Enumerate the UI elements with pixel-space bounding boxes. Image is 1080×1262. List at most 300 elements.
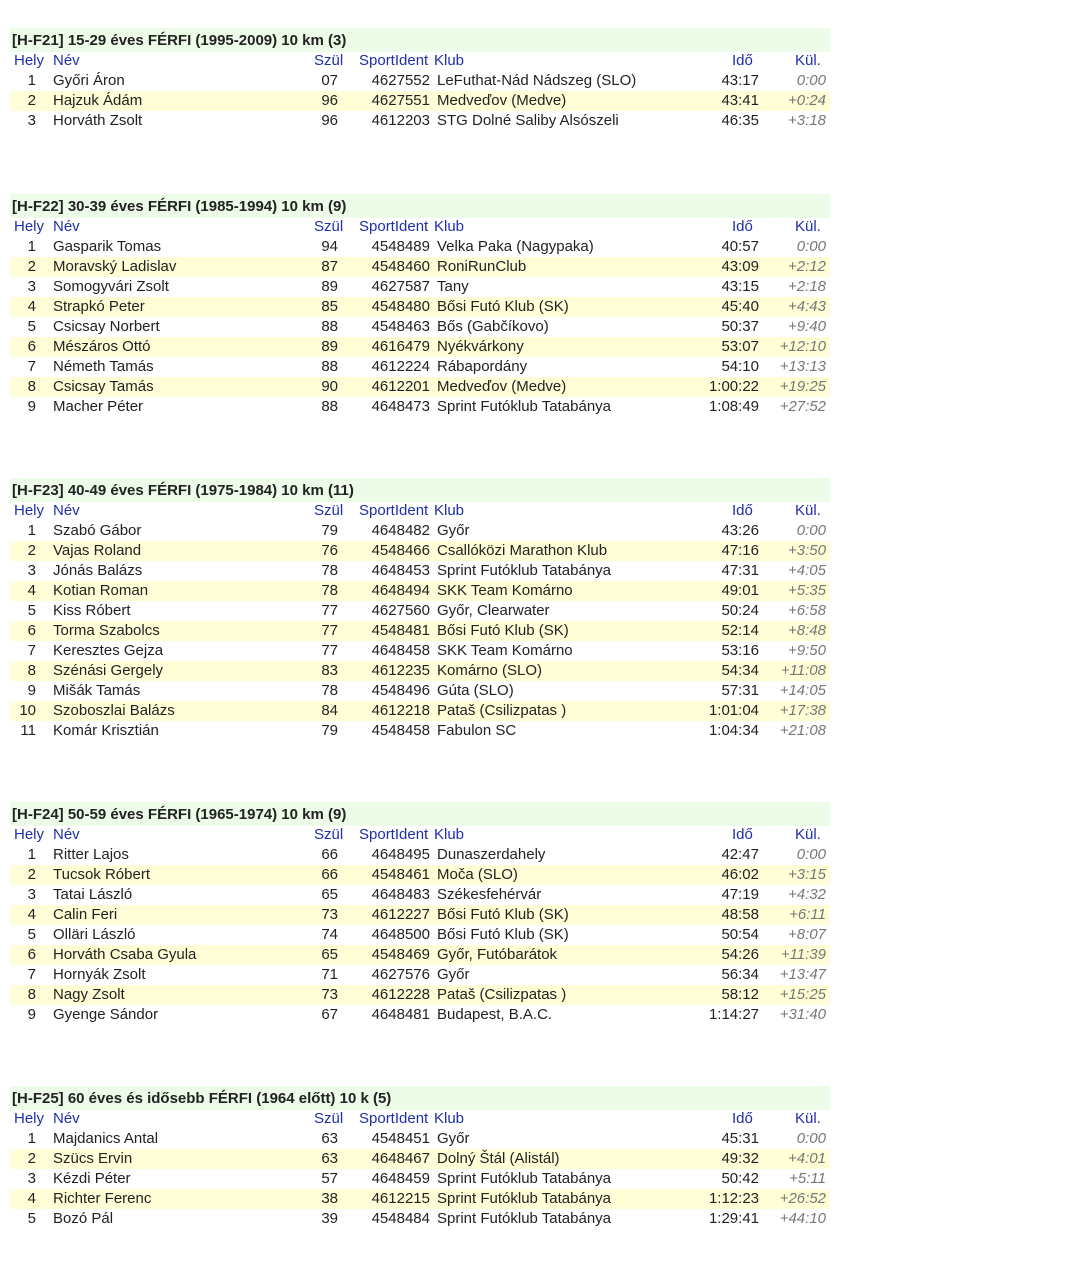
- cell-place: 8: [27, 662, 36, 679]
- header-si: SportIdent: [359, 1110, 429, 1127]
- cell-si: 4548460: [371, 258, 430, 275]
- cell-place: 2: [27, 542, 36, 559]
- cell-club: Bősi Futó Klub (SK): [437, 622, 569, 639]
- table-row: [10, 561, 830, 581]
- cell-year: 63: [321, 1130, 338, 1147]
- cell-diff: +4:32: [788, 886, 826, 903]
- header-year: Szül: [314, 1110, 344, 1127]
- cell-year: 65: [321, 886, 338, 903]
- cell-club: Székesfehérvár: [437, 886, 542, 903]
- cell-name: Szénási Gergely: [53, 662, 164, 679]
- cell-club: Sprint Futóklub Tatabánya: [437, 398, 612, 415]
- cell-year: 77: [321, 622, 338, 639]
- cell-time: 47:31: [721, 562, 759, 579]
- cell-time: 49:32: [721, 1150, 759, 1167]
- cell-diff: +4:01: [788, 1150, 826, 1167]
- cell-club: Medveďov (Medve): [437, 378, 567, 395]
- cell-time: 52:14: [721, 622, 759, 639]
- cell-place: 9: [27, 682, 36, 699]
- cell-club: Moča (SLO): [437, 866, 518, 883]
- cell-time: 1:14:27: [708, 1006, 759, 1023]
- table-row: [10, 71, 830, 91]
- cell-place: 9: [27, 398, 36, 415]
- category-title: [H-F24] 50-59 éves FÉRFI (1965-1974) 10 km (9): [10, 802, 830, 826]
- cell-place: 3: [27, 278, 36, 295]
- cell-club: Győr, Clearwater: [437, 602, 550, 619]
- header-place: Hely: [14, 52, 45, 69]
- cell-diff: +17:38: [779, 702, 826, 719]
- cell-time: 50:54: [721, 926, 759, 943]
- cell-time: 1:00:22: [708, 378, 759, 395]
- cell-place: 3: [27, 886, 36, 903]
- cell-place: 3: [27, 1170, 36, 1187]
- cell-time: 49:01: [721, 582, 759, 599]
- cell-si: 4612201: [371, 378, 430, 395]
- cell-diff: 0:00: [796, 522, 826, 539]
- cell-name: Gyenge Sándor: [53, 1006, 159, 1023]
- cell-name: Tatai László: [53, 886, 133, 903]
- cell-club: Sprint Futóklub Tatabánya: [437, 1170, 612, 1187]
- header-diff: Kül.: [795, 502, 821, 519]
- cell-name: Nagy Zsolt: [53, 986, 125, 1003]
- cell-place: 2: [27, 258, 36, 275]
- cell-place: 1: [27, 238, 36, 255]
- cell-si: 4612203: [371, 112, 430, 129]
- cell-club: Gúta (SLO): [437, 682, 514, 699]
- cell-name: Horváth Zsolt: [53, 112, 143, 129]
- cell-year: 96: [321, 92, 338, 109]
- cell-name: Szabó Gábor: [53, 522, 142, 539]
- cell-year: 57: [321, 1170, 338, 1187]
- cell-year: 79: [321, 722, 338, 739]
- cell-si: 4648494: [371, 582, 430, 599]
- cell-time: 48:58: [721, 906, 759, 923]
- cell-club: Győr: [437, 522, 470, 539]
- cell-time: 45:40: [721, 298, 759, 315]
- table-row: [10, 1189, 830, 1209]
- cell-club: Bősi Futó Klub (SK): [437, 926, 569, 943]
- cell-diff: +3:18: [788, 112, 826, 129]
- table-row: [10, 521, 830, 541]
- table-row: [10, 721, 830, 741]
- cell-time: 58:12: [721, 986, 759, 1003]
- table-row: [10, 1149, 830, 1169]
- cell-diff: +5:11: [789, 1170, 826, 1187]
- cell-diff: +11:39: [780, 946, 826, 963]
- table-row: [10, 377, 830, 397]
- cell-si: 4648473: [371, 398, 430, 415]
- cell-name: Majdanics Antal: [53, 1130, 159, 1147]
- cell-si: 4627576: [371, 966, 430, 983]
- cell-time: 1:01:04: [708, 702, 759, 719]
- header-si: SportIdent: [359, 502, 429, 519]
- cell-time: 1:08:49: [708, 398, 759, 415]
- cell-name: Szoboszlai Balázs: [53, 702, 175, 719]
- cell-time: 43:15: [721, 278, 759, 295]
- cell-year: 78: [321, 682, 338, 699]
- cell-diff: +8:07: [788, 926, 826, 943]
- category-title: [H-F22] 30-39 éves FÉRFI (1985-1994) 10 km (9): [10, 194, 830, 218]
- cell-name: Calin Feri: [53, 906, 118, 923]
- cell-si: 4548461: [371, 866, 430, 883]
- table-row: [10, 905, 830, 925]
- cell-year: 79: [321, 522, 338, 539]
- cell-si: 4548469: [371, 946, 430, 963]
- cell-club: Bősi Futó Klub (SK): [437, 298, 569, 315]
- cell-place: 5: [27, 1210, 36, 1227]
- cell-diff: +2:12: [788, 258, 826, 275]
- cell-club: Dolný Štál (Alistál): [437, 1150, 560, 1167]
- cell-name: Richter Ferenc: [53, 1190, 152, 1207]
- header-name: Név: [53, 1110, 80, 1127]
- cell-year: 94: [321, 238, 338, 255]
- table-row: [10, 865, 830, 885]
- table-row: [10, 581, 830, 601]
- cell-diff: +44:10: [779, 1210, 826, 1227]
- table-row: [10, 985, 830, 1005]
- cell-diff: 0:00: [796, 72, 826, 89]
- cell-time: 46:35: [721, 112, 759, 129]
- cell-name: Torma Szabolcs: [53, 622, 160, 639]
- cell-time: 43:09: [721, 258, 759, 275]
- header-year: Szül: [314, 52, 344, 69]
- cell-diff: +26:52: [779, 1190, 826, 1207]
- cell-name: Macher Péter: [53, 398, 144, 415]
- cell-name: Hajzuk Ádám: [53, 92, 143, 109]
- cell-diff: 0:00: [796, 846, 826, 863]
- cell-diff: +31:40: [779, 1006, 826, 1023]
- cell-name: Kézdi Péter: [53, 1170, 131, 1187]
- cell-place: 10: [19, 702, 36, 719]
- table-row: [10, 257, 830, 277]
- header-name: Név: [53, 52, 80, 69]
- header-name: Név: [53, 826, 80, 843]
- cell-name: Gasparik Tomas: [53, 238, 162, 255]
- cell-name: Bozó Pál: [53, 1210, 114, 1227]
- column-header-row: [10, 826, 830, 845]
- cell-si: 4612224: [371, 358, 430, 375]
- cell-place: 4: [27, 1190, 36, 1207]
- cell-place: 4: [27, 906, 36, 923]
- cell-club: SKK Team Komárno: [437, 582, 573, 599]
- column-header-row: [10, 502, 830, 521]
- cell-diff: +3:15: [788, 866, 826, 883]
- cell-club: Dunaszerdahely: [437, 846, 546, 863]
- cell-name: Somogyvári Zsolt: [53, 278, 169, 295]
- cell-club: RoniRunClub: [437, 258, 527, 275]
- cell-year: 74: [321, 926, 338, 943]
- cell-diff: +15:25: [779, 986, 826, 1003]
- cell-club: Sprint Futóklub Tatabánya: [437, 562, 612, 579]
- cell-year: 65: [321, 946, 338, 963]
- cell-year: 87: [321, 258, 338, 275]
- cell-club: Pataš (Csilizpatas ): [437, 702, 567, 719]
- table-row: [10, 111, 830, 131]
- header-club: Klub: [434, 218, 465, 235]
- cell-club: Tany: [437, 278, 469, 295]
- cell-club: Csallóközi Marathon Klub: [437, 542, 608, 559]
- cell-club: Velka Paka (Nagypaka): [437, 238, 594, 255]
- cell-club: Sprint Futóklub Tatabánya: [437, 1190, 612, 1207]
- header-si: SportIdent: [359, 826, 429, 843]
- cell-time: 1:29:41: [708, 1210, 759, 1227]
- cell-place: 5: [27, 318, 36, 335]
- cell-club: Nyékvárkony: [437, 338, 524, 355]
- cell-time: 46:02: [721, 866, 759, 883]
- header-time: Idő: [732, 52, 753, 69]
- cell-si: 4648482: [371, 522, 430, 539]
- cell-name: Mišák Tamás: [53, 682, 141, 699]
- table-row: [10, 357, 830, 377]
- cell-name: Csicsay Tamás: [53, 378, 154, 395]
- cell-name: Keresztes Gejza: [53, 642, 164, 659]
- table-row: [10, 885, 830, 905]
- header-time: Idő: [732, 502, 753, 519]
- cell-diff: +11:08: [780, 662, 826, 679]
- cell-place: 1: [27, 522, 36, 539]
- cell-year: 66: [321, 866, 338, 883]
- table-row: [10, 661, 830, 681]
- table-row: [10, 1169, 830, 1189]
- category-title: [H-F23] 40-49 éves FÉRFI (1975-1984) 10 km (11): [10, 478, 830, 502]
- cell-name: Jónás Balázs: [53, 562, 143, 579]
- cell-time: 50:37: [721, 318, 759, 335]
- header-si: SportIdent: [359, 218, 429, 235]
- cell-diff: 0:00: [796, 1130, 826, 1147]
- cell-year: 78: [321, 562, 338, 579]
- cell-si: 4548458: [371, 722, 430, 739]
- cell-diff: +8:48: [788, 622, 826, 639]
- cell-club: Győr, Futóbarátok: [437, 946, 558, 963]
- cell-place: 6: [27, 946, 36, 963]
- cell-si: 4548496: [371, 682, 430, 699]
- table-row: [10, 541, 830, 561]
- header-diff: Kül.: [795, 218, 821, 235]
- cell-diff: +13:47: [779, 966, 826, 983]
- header-place: Hely: [14, 826, 45, 843]
- cell-name: Hornyák Zsolt: [53, 966, 146, 983]
- column-header-row: [10, 1110, 830, 1129]
- cell-year: 89: [321, 338, 338, 355]
- cell-club: Pataš (Csilizpatas ): [437, 986, 567, 1003]
- cell-si: 4648495: [371, 846, 430, 863]
- cell-diff: +6:11: [789, 906, 826, 923]
- cell-year: 90: [321, 378, 338, 395]
- cell-diff: +9:40: [788, 318, 826, 335]
- cell-diff: 0:00: [796, 238, 826, 255]
- header-diff: Kül.: [795, 826, 821, 843]
- cell-time: 40:57: [721, 238, 759, 255]
- cell-time: 1:04:34: [708, 722, 759, 739]
- column-header-row: [10, 52, 830, 71]
- table-row: [10, 317, 830, 337]
- cell-place: 9: [27, 1006, 36, 1023]
- cell-time: 43:41: [721, 92, 759, 109]
- cell-name: Kiss Róbert: [53, 602, 131, 619]
- cell-si: 4616479: [371, 338, 430, 355]
- cell-diff: +3:50: [788, 542, 826, 559]
- cell-si: 4548463: [371, 318, 430, 335]
- cell-place: 1: [27, 846, 36, 863]
- cell-si: 4648453: [371, 562, 430, 579]
- cell-place: 2: [27, 92, 36, 109]
- category-block: [10, 802, 830, 1025]
- column-header-row: [10, 218, 830, 237]
- cell-si: 4612215: [371, 1190, 430, 1207]
- cell-si: 4648481: [371, 1006, 430, 1023]
- category-block: [10, 478, 830, 741]
- cell-name: Vajas Roland: [53, 542, 142, 559]
- cell-time: 43:17: [721, 72, 759, 89]
- table-row: [10, 925, 830, 945]
- cell-time: 54:26: [721, 946, 759, 963]
- cell-time: 47:19: [721, 886, 759, 903]
- table-row: [10, 337, 830, 357]
- cell-year: 73: [321, 906, 338, 923]
- table-row: [10, 1005, 830, 1025]
- cell-diff: +19:25: [779, 378, 826, 395]
- cell-place: 3: [27, 562, 36, 579]
- header-place: Hely: [14, 218, 45, 235]
- cell-time: 47:16: [721, 542, 759, 559]
- cell-diff: +4:43: [788, 298, 826, 315]
- cell-si: 4612218: [371, 702, 430, 719]
- cell-si: 4627551: [371, 92, 430, 109]
- category-block: [10, 28, 830, 131]
- cell-year: 66: [321, 846, 338, 863]
- header-club: Klub: [434, 1110, 465, 1127]
- cell-si: 4548480: [371, 298, 430, 315]
- category-block: [10, 194, 830, 417]
- cell-club: SKK Team Komárno: [437, 642, 573, 659]
- header-time: Idő: [732, 1110, 753, 1127]
- header-time: Idő: [732, 218, 753, 235]
- cell-year: 78: [321, 582, 338, 599]
- cell-diff: +13:13: [779, 358, 826, 375]
- cell-diff: +27:52: [779, 398, 826, 415]
- table-row: [10, 965, 830, 985]
- cell-si: 4548481: [371, 622, 430, 639]
- header-club: Klub: [434, 502, 465, 519]
- cell-name: Moravský Ladislav: [53, 258, 177, 275]
- header-name: Név: [53, 218, 80, 235]
- cell-name: Szücs Ervin: [53, 1150, 133, 1167]
- cell-name: Kotian Roman: [53, 582, 149, 599]
- cell-club: Medveďov (Medve): [437, 92, 567, 109]
- cell-diff: +21:08: [779, 722, 826, 739]
- table-row: [10, 277, 830, 297]
- cell-diff: +0:24: [788, 92, 826, 109]
- table-row: [10, 601, 830, 621]
- cell-place: 7: [27, 966, 36, 983]
- table-row: [10, 621, 830, 641]
- table-row: [10, 297, 830, 317]
- cell-time: 43:26: [721, 522, 759, 539]
- cell-place: 5: [27, 602, 36, 619]
- table-row: [10, 1209, 830, 1229]
- cell-club: Győr: [437, 1130, 470, 1147]
- cell-place: 8: [27, 986, 36, 1003]
- cell-year: 89: [321, 278, 338, 295]
- cell-name: Csicsay Norbert: [53, 318, 160, 335]
- cell-si: 4627560: [371, 602, 430, 619]
- cell-place: 7: [27, 358, 36, 375]
- cell-place: 4: [27, 298, 36, 315]
- table-row: [10, 237, 830, 257]
- cell-year: 96: [321, 112, 338, 129]
- header-club: Klub: [434, 52, 465, 69]
- cell-year: 77: [321, 602, 338, 619]
- cell-time: 1:12:23: [708, 1190, 759, 1207]
- header-diff: Kül.: [795, 1110, 821, 1127]
- cell-time: 42:47: [721, 846, 759, 863]
- cell-place: 8: [27, 378, 36, 395]
- header-place: Hely: [14, 502, 45, 519]
- cell-club: Fabulon SC: [437, 722, 517, 739]
- header-si: SportIdent: [359, 52, 429, 69]
- cell-si: 4648458: [371, 642, 430, 659]
- header-year: Szül: [314, 502, 344, 519]
- table-row: [10, 397, 830, 417]
- cell-time: 56:34: [721, 966, 759, 983]
- cell-si: 4548484: [371, 1210, 430, 1227]
- table-row: [10, 845, 830, 865]
- header-club: Klub: [434, 826, 465, 843]
- cell-name: Ritter Lajos: [53, 846, 129, 863]
- cell-year: 88: [321, 318, 338, 335]
- cell-place: 2: [27, 1150, 36, 1167]
- cell-time: 50:42: [721, 1170, 759, 1187]
- cell-diff: +6:58: [788, 602, 826, 619]
- cell-place: 1: [27, 72, 36, 89]
- cell-place: 6: [27, 622, 36, 639]
- cell-club: Sprint Futóklub Tatabánya: [437, 1210, 612, 1227]
- table-row: [10, 945, 830, 965]
- cell-place: 4: [27, 582, 36, 599]
- cell-si: 4627587: [371, 278, 430, 295]
- cell-club: Rábapordány: [437, 358, 528, 375]
- category-title: [H-F25] 60 éves és idősebb FÉRFI (1964 előtt) 10 k (5): [10, 1086, 830, 1110]
- cell-year: 38: [321, 1190, 338, 1207]
- cell-club: Budapest, B.A.C.: [437, 1006, 553, 1023]
- cell-club: Bős (Gabčíkovo): [437, 318, 549, 335]
- cell-year: 83: [321, 662, 338, 679]
- cell-place: 7: [27, 642, 36, 659]
- cell-time: 54:34: [721, 662, 759, 679]
- category-title: [H-F21] 15-29 éves FÉRFI (1995-2009) 10 km (3): [10, 28, 830, 52]
- table-row: [10, 641, 830, 661]
- table-row: [10, 681, 830, 701]
- cell-year: 84: [321, 702, 338, 719]
- cell-time: 57:31: [721, 682, 759, 699]
- cell-club: Komárno (SLO): [437, 662, 543, 679]
- cell-year: 07: [321, 72, 338, 89]
- cell-si: 4648500: [371, 926, 430, 943]
- cell-si: 4548489: [371, 238, 430, 255]
- cell-name: Olläri László: [53, 926, 136, 943]
- cell-club: STG Dolné Saliby Alsószeli: [437, 112, 619, 129]
- cell-si: 4648459: [371, 1170, 430, 1187]
- header-year: Szül: [314, 218, 344, 235]
- cell-si: 4648467: [371, 1150, 430, 1167]
- table-row: [10, 701, 830, 721]
- cell-diff: +5:35: [788, 582, 826, 599]
- cell-diff: +2:18: [788, 278, 826, 295]
- cell-name: Komár Krisztián: [53, 722, 159, 739]
- cell-year: 39: [321, 1210, 338, 1227]
- cell-club: LeFuthat-Nád Nádszeg (SLO): [437, 72, 637, 89]
- cell-name: Horváth Csaba Gyula: [53, 946, 197, 963]
